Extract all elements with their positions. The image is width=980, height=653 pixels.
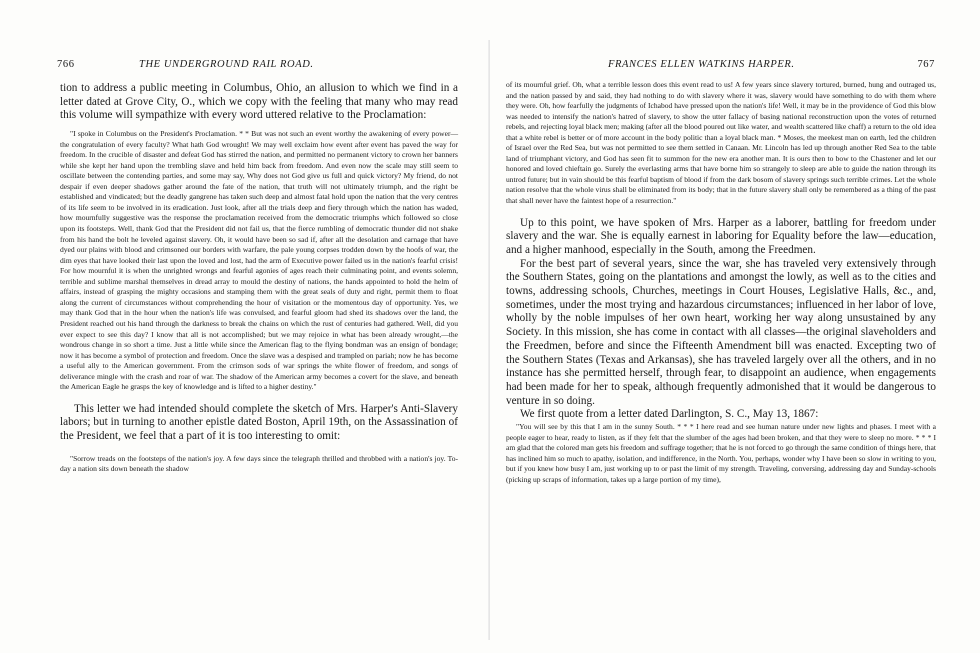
assassination-letter-quote-start: "Sorrow treads on the footsteps of the nation's joy. A few days since the telegraph thrilled and throbbed with a nation's joy. To-day a nation sits down beneath the shadow (60, 453, 458, 474)
right-running-title: FRANCES ELLEN WATKINS HARPER. (608, 59, 795, 70)
laborer-paragraph: Up to this point, we have spoken of Mrs. Harper as a laborer, battling for freedom under slavery and the war. She is equally earnest in laboring for Equality before the law—education, and a higher manhood, especially in the South, among the Freedmen. (506, 216, 936, 256)
left-text-column (60, 82, 458, 475)
left-running-title: THE UNDERGROUND RAIL ROAD. (139, 59, 314, 70)
continuation-paragraph: This letter we had intended should complete the sketch of Mrs. Harper's Anti-Slavery labors; but in turning to another epistle dated Boston, April 19th, on the Assassination of the President, we feel that a part of it is too interesting to omit: (60, 402, 458, 443)
darlington-intro: We first quote from a letter dated Darlington, S. C., May 13, 1867: (520, 408, 819, 421)
right-page-number: 767 (917, 59, 935, 70)
darlington-letter-quote: "You will see by this that I am in the sunny South. * * * I here read and see human nature under new lights and phases. I meet with a people eager to hear, ready to listen, as if they felt that the slumber of the ages had been broken, and that they were to sleep no more. * * * I am glad that the colored man gets his freedom and suffrage together; that he is not forced to go through the same condition of things here, that has inclined him so much to apathy, isolation, and indifference, in the North. You, perhaps, wonder why I have been so slow in writing to you, but if you knew how busy I am, just working up to or past the limit of my strength. Traveling, conversing, addressing day and Sunday-schools (picking up scraps of information, takes up a large portion of my time), (506, 422, 936, 484)
left-page-header (57, 59, 462, 73)
intro-paragraph: tion to address a public meeting in Columbus, Ohio, an allusion to which we find in a letter dated at Grove City, O., which we copy with the feeling that many who may read this volume will sympathize with every word uttered relative to the Proclamation: (60, 82, 458, 122)
travels-paragraph: For the best part of several years, since the war, she has traveled very extensively through the Southern States, going on the plantations and amongst the lowly, as well as to the cities and towns, addressing schools, Churches, meetings in Court Houses, Legislative Halls, &c., and, sometimes, under the most trying and hazardous circumstances; influenced in her labor of love, wholly by the noble impulses of her own heart, working her way along unsustained by any Society. In this mission, she has come in contact with all classes—the original slaveholders and the Freedmen, before and since the Fifteenth Amendment bill was enacted. Excepting two of the Southern States (Texas and Arkansas), she has traveled largely over all the others, and in no instance has she permitted herself, through fear, to disappoint an audience, when engagements had been made for her to speak, although frequently admonished that it would be dangerous to venture in so doing. (506, 257, 936, 407)
right-page (490, 0, 980, 653)
proclamation-letter-quote: "I spoke in Columbus on the President's Proclamation. * * But was not such an event worthy the awakening of every power—the congratulation of every faculty? What hath God wrought! We may well exclaim how event after event has paved the way for freedom. In the crucible of disaster and defeat God has stirred the nation, and permitted no permanent victory to crown her banners while she kept her hand upon the trembling slave and held him back from freedom. And even now the scale may still seem to oscillate between the contending parties, and some may say, Why does not God give us full and quick victory? My friend, do not despair if even deeper shadows gather around the fate of the nation, that truth will not ultimately triumph, and the right be established and vindicated; but the deadly gangrene has taken such deep and almost fatal hold upon the nation that the very centres of its life seem to be involved in its eradication. Just look, after all the trials deep and fiery through which the nation has waded, how mournfully suggestive was the response the proclamation received from the democratic triumphs which followed so close upon its footsteps. Well, thank God that the President did not fail us, that the fierce rumbling of democratic thunder did not shake from his hand the bolt he leveled against slavery. Oh, it would have been so sad if, after all the desolation and carnage that have dyed our plains with blood and crimsoned our borders with warfare, the pale young corpses trodden down by the hoofs of war, the dim eyes that have looked their last upon the loved and lost, had the arm of Executive power failed us in the nation's fearful crisis! For how mournful it is when the unrighted wrongs and fearful agonies of ages reach their culminating point, and events solemn, terrible and sublime marshal themselves in dread array to mould the destiny of nations, the hands appointed to hold the helm of affairs, instead of grasping the mighty occasions and stamping them with the great seals of duty and right, permit them to float along the current of circumstances without comprehending the hour of visitation or the momentous day of opportunity. Yes, we may thank God that in the hour when the nation's life was convulsed, and fearful gloom had shed its shadows over the land, the President reached out his hand through the darkness to break the chains on which the rust of centuries had gathered. Well, did you ever expect to see this day? I know that all is not accomplished; but we may rejoice in what has been already wrought,—the wondrous change in so short a time. Just a little while since the American flag to the flying bondman was an ensign of bondage; now it has become a symbol of protection and freedom. Once the slave was a despised and trampled on pariah; now he has become a useful ally to the American government. From the crimson sods of war springs the white flower of freedom, and songs of deliverance mingle with the crash and roar of war. The shadow of the American army becomes a covert for the slave, and beneath the American Eagle he grasps the key of knowledge and is lifted to a higher destiny." (60, 129, 458, 392)
left-page-number: 766 (57, 59, 75, 70)
assassination-letter-quote-end: of its mournful grief. Oh, what a terrible lesson does this event read to us! A few years since slavery tortured, burned, hung and outraged us, and the nation passed by and said, they had nothing to do with slavery where it was, slavery would have something to do with them where they were. Oh, how fearfully the judgments of Ichabod have pressed upon the nation's life! Well, it may be in the providence of God this blow was needed to intensify the nation's hatred of slavery, to show the utter fallacy of basing national reconstruction upon the votes of returned rebels, and rejecting loyal black men; making (after all the blood poured out like water, and wealth scattered like chaff) a return to the old idea that a white rebel is better or of more account in the body politic than a loyal black man. * Moses, the meekest man on earth, led the children of Israel over the Red Sea, but was not permitted to see them settled in Canaan. Mr. Lincoln has led up through another Red Sea to the table land of triumphant victory, and God has seen fit to summon for the new era another man. It is ours then to bow to the Chastener and let our honored and loved chieftain go. Surely the everlasting arms that have borne him so strangely to sleep are able to guide the nation through its untrod future; but in vain should be this fearful baptism of blood if from the dark bosom of slavery springs such terrible crimes. Let the whole nation resolve that the whole virus shall be eliminated from its body; that in the future slavery shall only be remembered as a thing of the past that shall never have the faintest hope of a resurrection." (506, 80, 936, 206)
right-text-column (506, 80, 936, 485)
right-page-header (505, 59, 935, 73)
